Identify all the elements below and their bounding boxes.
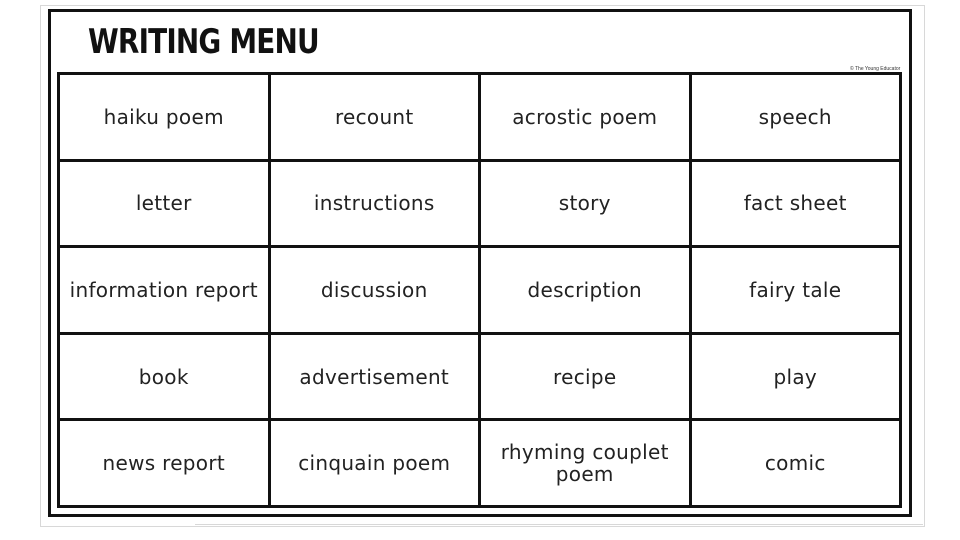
menu-cell-information-report: information report	[60, 248, 268, 332]
menu-cell-acrostic-poem: acrostic poem	[481, 75, 689, 159]
menu-cell-play: play	[692, 335, 900, 419]
writing-menu-grid	[57, 72, 902, 508]
menu-cell-discussion: discussion	[271, 248, 479, 332]
menu-cell-cinquain-poem: cinquain poem	[271, 421, 479, 505]
menu-cell-recount: recount	[271, 75, 479, 159]
menu-cell-fact-sheet: fact sheet	[692, 162, 900, 246]
menu-cell-instructions: instructions	[271, 162, 479, 246]
menu-cell-description: description	[481, 248, 689, 332]
menu-cell-news-report: news report	[60, 421, 268, 505]
menu-cell-speech: speech	[692, 75, 900, 159]
menu-cell-story: story	[481, 162, 689, 246]
copyright-note: © The Young Educator	[850, 66, 901, 72]
page-title: WRITING MENU	[88, 22, 319, 62]
menu-cell-comic: comic	[692, 421, 900, 505]
menu-cell-advertisement: advertisement	[271, 335, 479, 419]
page-bottom-divider	[195, 524, 923, 525]
menu-cell-book: book	[60, 335, 268, 419]
menu-cell-fairy-tale: fairy tale	[692, 248, 900, 332]
menu-cell-haiku-poem: haiku poem	[60, 75, 268, 159]
menu-cell-recipe: recipe	[481, 335, 689, 419]
menu-cell-letter: letter	[60, 162, 268, 246]
menu-cell-rhyming-couplet-poem: rhyming couplet poem	[481, 421, 689, 505]
